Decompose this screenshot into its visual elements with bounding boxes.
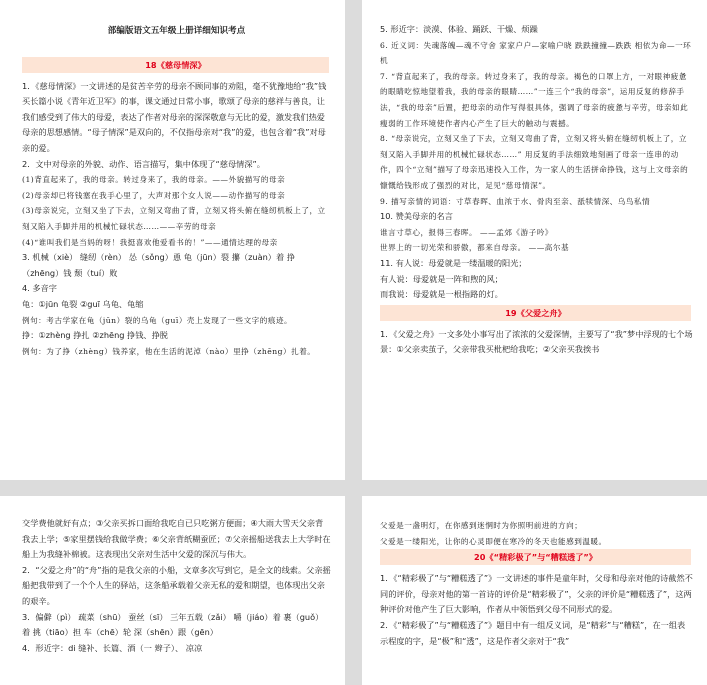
paragraph: (4)“谁叫我们是当妈的呀！我挺喜欢他爱看书的！”——通情达理的母亲 [22,237,278,247]
paragraph: 10. 赞美母亲的名言 [380,211,453,222]
paragraph: 1．《慈母情深》一文讲述的是贫苦辛劳的母亲不顾同事的劝阻，毫不犹豫地给“我”钱买长篇小说《青年近卫军》的事，课文通过日常小事，歌颂了母亲的慈祥与善良，让我们感受到了伟大的母爱，表达了作者对母亲的深深敬意与无比的爱，激发我们热爱母亲的思想感情。“母子情深”是双向的，不仅指母亲对“我”的爱，也包含着“我”对母亲的爱。 [22,80,327,153]
paragraph: 2．文中对母亲的外貌、动作、语言描写，集中体现了“慈母情深”。 [22,158,265,169]
paragraph: 例句：为了挣（zhèng）钱养家，他在生活的泥淖（nào）里挣（zhēng）扎着。 [22,346,316,356]
paragraph: 7. “背直起来了，我的母亲。转过身来了，我的母亲。褐色的口罩上方，一对眼神疲惫的眼睛吃惊地望着我，我的母亲的眼睛……”一连三个“我的母亲”，运用反复的修辞手法，“我的母亲”后置，把母亲的动作写得很具体，强调了母亲的疲惫与辛劳，母亲如此瘦弱的工作环境使作者内心产生了巨大的触动与震撼。 [380,71,689,128]
paragraph: 例句：考古学家在龟（jūn）裂的乌龟（guī）壳上发现了一些文字的痕迹。 [22,315,293,325]
document-page-2 [362,0,707,480]
paragraph: 父爱是一盏明灯，在你感到迷惘时为你照明前进的方向； [380,521,583,530]
paragraph: 11. 有人说：母爱就是一缕温暖的阳光； [380,257,527,268]
paragraph: 2．“父爱之舟”的“舟”指的是我父亲的小船，文章多次写到它，是全文的线索。父亲摇船把我带到了一个个人生的驿站，这条船承载着父亲无私的爱和期望，也体现出父亲的艰辛。 [22,564,331,606]
paragraph: 5. 形近字：淡漠、体验、踊跃、干燥、烦躁 [380,24,538,34]
paragraph: 世界上的一切光荣和骄傲，都来自母亲。 ——高尔基 [380,243,570,253]
paragraph: 有人说：母爱就是一阵和煦的风； [380,273,503,284]
paragraph: 龟：①jūn 龟裂 ②guī 乌龟、龟缩 [22,298,144,309]
paragraph: 9. 描写亲情的词语：寸草春晖、血浓于水、骨肉至亲、舐犊情深、乌鸟私情 [380,196,651,206]
document-title: 部编版语文五年级上册详细知识考点 [107,26,246,36]
paragraph: 3. 机械（xiè） 缝纫（rèn） 怂（sǒng）恿 龟（jūn）裂 攥（zuàn）着 挣（zhēng）钱 颓（tuí）败 [22,252,295,278]
paragraph: 3．偏僻（pì） 疏菜（shū） 蚕丝（sī） 三年五载（zǎi） 嚼（jiáo）着 裹（guǒ）着 挑（tiāo）担 车（chē）轮 深（shēn）跟（gēn） [22,611,324,638]
paragraph: 父爱是一缕阳光，让你的心灵即便在寒冷的冬天也能感到温暖。 [380,536,607,546]
paragraph: 4．形近字：di 缝补、长篇、酒（一 辫子）、 凉凉 [22,642,203,653]
paragraph: (3)母亲说完，立刻又坐了下去，立刻又弯曲了背，立刻又将头俯在缝纫机板上了，立刻又陷入手脚并用的机械忙碌状态……——辛劳的母亲 [22,206,326,231]
paragraph: 1．《父爱之舟》一文多处小事写出了浓浓的父爱深情，主要写了“我”梦中浮现的七个场景：①父亲卖茧子，父亲带我买枇杷给我吃；②父亲买我挨书 [380,328,693,355]
document-page-4 [362,496,707,685]
section-heading-20: 20《“精彩极了”与“糟糕透了”》 [380,549,691,565]
section-heading-19: 19《父爱之舟》 [380,305,691,321]
paragraph: 6. 近义词：失魂落魄—魂不守舍 家家户户—家喻户晓 跌跌撞撞—跌跌 相依为命—一环机 [380,40,692,66]
paragraph: (2)母亲却已将钱塞在我手心里了，大声对那个女人说——动作描写的母亲 [22,190,286,200]
paragraph: (1)背直起来了，我的母亲。转过身来了，我的母亲。——外貌描写的母亲 [22,175,286,185]
paragraph: 1．《“精彩极了”与“糟糕透了”》一文讲述的事件是童年时，父母和母亲对他的诗截然不同的评价，母亲对他的第一首诗的评价是“精彩极了”，父亲的评价是“糟糕透了”，这两种评价对他产生了巨大影响，作者从中领悟到父母不同形式的爱。 [380,573,693,615]
section-heading-18: 18《慈母情深》 [22,57,329,73]
paragraph: 挣：①zhèng 挣扎 ②zhēng 挣钱、挣脱 [22,330,168,341]
document-page-1 [0,0,345,480]
paragraph: 4. 多音字 [22,283,57,294]
paragraph: 谁言寸草心，报得三春晖。 ——孟郊《游子吟》 [380,227,553,237]
paragraph: 2．《“精彩极了”与“糟糕透了”》题目中有一组反义词，是“精彩”与“糟糕”，在一组表示程度的字，是“极”和“透”，这是作者父亲对于“我” [380,619,686,646]
document-page-3 [0,496,345,685]
paragraph: 而我说：母爱就是一根指路的灯。 [380,289,503,300]
paragraph: 8. “母亲说完，立刻又坐了下去，立刻又弯曲了背，立刻又将头俯在缝纫机板上了，立刻又陷入手脚并用的机械忙碌状态……” 用反复的手法细致地刻画了母亲一连串的动作，四个“立刻”描写了母亲迅速投入工作，为一家人的生活拼命挣钱，这与上文母亲的慷慨给钱形成了强烈的对比，足见“慈母情深”。 [380,134,689,190]
paragraph: 交学费他就好有点；③父亲买拆口面给我吃自已只吃粥方便面；④大雨大雪天父亲背我去上学；⑤家里摆钱给我做学费；⑥父亲背纸糊蚕匠；⑦父亲摇船送我去上大学时在船上为我缝补棉被。这表现出父亲对生活中父爱的深沉与伟大。 [22,518,331,560]
